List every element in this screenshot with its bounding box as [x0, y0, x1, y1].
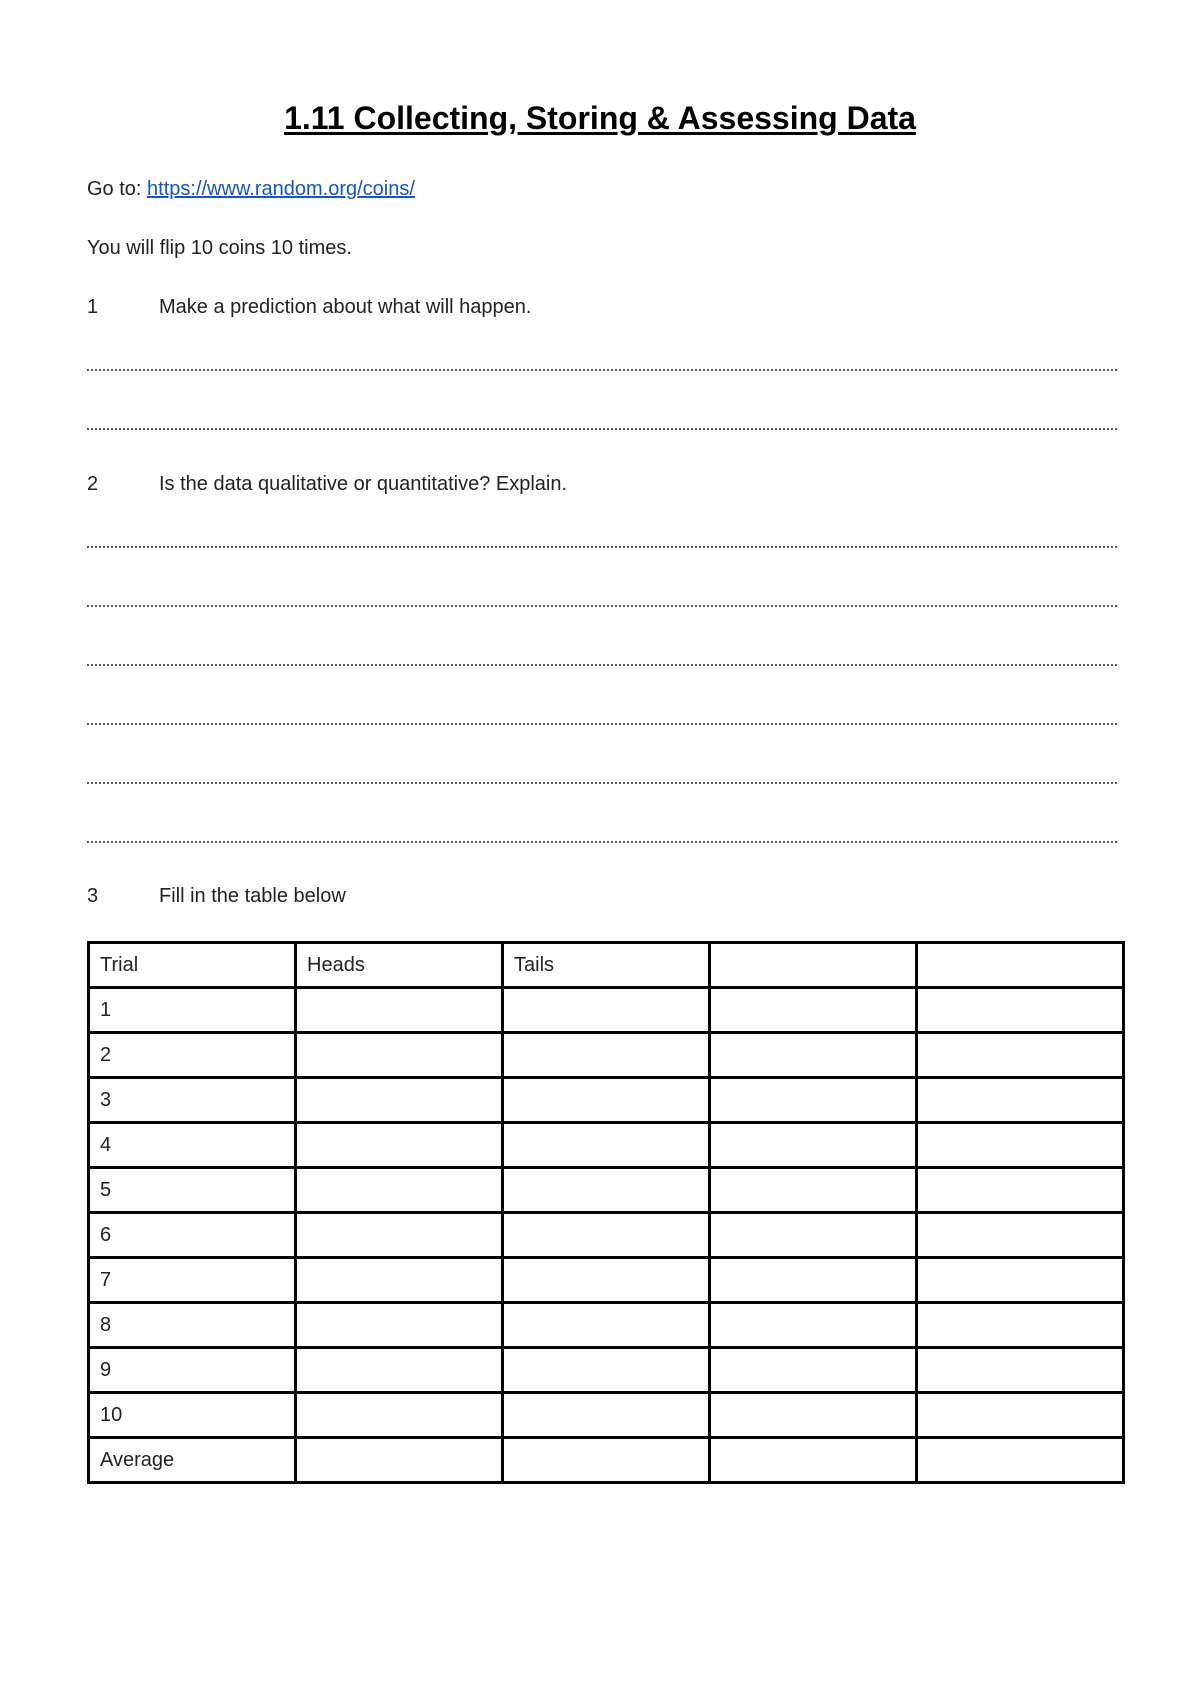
trial-label-cell: 7	[89, 1258, 296, 1303]
table-input-cell[interactable]	[710, 1303, 917, 1348]
table-input-cell[interactable]	[296, 1078, 503, 1123]
table-input-cell[interactable]	[917, 1168, 1124, 1213]
table-row	[89, 1438, 1124, 1483]
trial-label-cell: 3	[89, 1078, 296, 1123]
table-input-cell[interactable]	[296, 1033, 503, 1078]
table-input-cell[interactable]	[917, 1078, 1124, 1123]
table-input-cell[interactable]	[296, 1213, 503, 1258]
table-row	[89, 1303, 1124, 1348]
header-cell-blank[interactable]	[710, 943, 917, 988]
trial-label-cell: 6	[89, 1213, 296, 1258]
table-input-cell[interactable]	[710, 1258, 917, 1303]
table-input-cell[interactable]	[917, 1438, 1124, 1483]
table-input-cell[interactable]	[917, 988, 1124, 1033]
header-cell-tails: Tails	[503, 943, 710, 988]
table-input-cell[interactable]	[503, 1438, 710, 1483]
table-row	[89, 1258, 1124, 1303]
table-input-cell[interactable]	[296, 1123, 503, 1168]
answer-line[interactable]	[87, 841, 1117, 843]
table-input-cell[interactable]	[917, 1348, 1124, 1393]
table-input-cell[interactable]	[503, 1033, 710, 1078]
question-2-text: Is the data qualitative or quantitative? Explain.	[159, 473, 568, 495]
answer-line[interactable]	[87, 605, 1117, 607]
answer-line[interactable]	[87, 546, 1117, 548]
table-row	[89, 988, 1124, 1033]
table-input-cell[interactable]	[296, 1258, 503, 1303]
table-input-cell[interactable]	[917, 1033, 1124, 1078]
table-input-cell[interactable]	[917, 1258, 1124, 1303]
table-input-cell[interactable]	[710, 1438, 917, 1483]
trial-label-cell: Average	[89, 1438, 296, 1483]
table-row	[89, 1348, 1124, 1393]
table-input-cell[interactable]	[710, 1393, 917, 1438]
table-input-cell[interactable]	[917, 1213, 1124, 1258]
goto-prefix: Go to:	[87, 178, 148, 200]
table-input-cell[interactable]	[917, 1123, 1124, 1168]
table-input-cell[interactable]	[296, 1303, 503, 1348]
question-3-number: 3	[87, 885, 99, 907]
table-input-cell[interactable]	[503, 988, 710, 1033]
trial-label-cell: 5	[89, 1168, 296, 1213]
table-input-cell[interactable]	[503, 1123, 710, 1168]
table-input-cell[interactable]	[710, 1168, 917, 1213]
table-row	[89, 1078, 1124, 1123]
table-input-cell[interactable]	[503, 1213, 710, 1258]
table-input-cell[interactable]	[503, 1303, 710, 1348]
trial-label-cell: 2	[89, 1033, 296, 1078]
answer-line[interactable]	[87, 664, 1117, 666]
question-1-text: Make a prediction about what will happen.	[159, 296, 532, 318]
trial-label-cell: 4	[89, 1123, 296, 1168]
header-cell-trial: Trial	[89, 943, 296, 988]
answer-line[interactable]	[87, 723, 1117, 725]
table-input-cell[interactable]	[710, 1123, 917, 1168]
trial-label-cell: 1	[89, 988, 296, 1033]
table-input-cell[interactable]	[710, 1213, 917, 1258]
intro-text: You will flip 10 coins 10 times.	[87, 237, 352, 259]
table-input-cell[interactable]	[917, 1393, 1124, 1438]
header-cell-blank[interactable]	[917, 943, 1124, 988]
coin-flip-table	[87, 941, 1125, 1484]
table-input-cell[interactable]	[296, 988, 503, 1033]
table-input-cell[interactable]	[710, 1348, 917, 1393]
table-input-cell[interactable]	[296, 1438, 503, 1483]
table-header-row	[89, 943, 1124, 988]
table-row	[89, 1393, 1124, 1438]
header-cell-heads: Heads	[296, 943, 503, 988]
table-input-cell[interactable]	[710, 1033, 917, 1078]
table-input-cell[interactable]	[503, 1258, 710, 1303]
table-input-cell[interactable]	[710, 988, 917, 1033]
question-2-number: 2	[87, 473, 99, 495]
table-input-cell[interactable]	[296, 1393, 503, 1438]
table-row	[89, 1213, 1124, 1258]
trial-label-cell: 10	[89, 1393, 296, 1438]
page-title: 1.11 Collecting, Storing & Assessing Data	[284, 100, 916, 136]
answer-line[interactable]	[87, 428, 1117, 430]
table-input-cell[interactable]	[503, 1393, 710, 1438]
trial-label-cell: 8	[89, 1303, 296, 1348]
answer-line[interactable]	[87, 782, 1117, 784]
table-input-cell[interactable]	[503, 1348, 710, 1393]
table-input-cell[interactable]	[917, 1303, 1124, 1348]
table-row	[89, 1168, 1124, 1213]
question-3-text: Fill in the table below	[159, 885, 346, 907]
random-org-link[interactable]: https://www.random.org/coins/	[147, 178, 415, 200]
question-1-number: 1	[87, 296, 99, 318]
table-input-cell[interactable]	[503, 1168, 710, 1213]
answer-line[interactable]	[87, 369, 1117, 371]
table-input-cell[interactable]	[296, 1348, 503, 1393]
trial-label-cell: 9	[89, 1348, 296, 1393]
table-input-cell[interactable]	[710, 1078, 917, 1123]
table-input-cell[interactable]	[503, 1078, 710, 1123]
table-row	[89, 1123, 1124, 1168]
table-input-cell[interactable]	[296, 1168, 503, 1213]
table-row	[89, 1033, 1124, 1078]
goto-line	[87, 178, 415, 201]
